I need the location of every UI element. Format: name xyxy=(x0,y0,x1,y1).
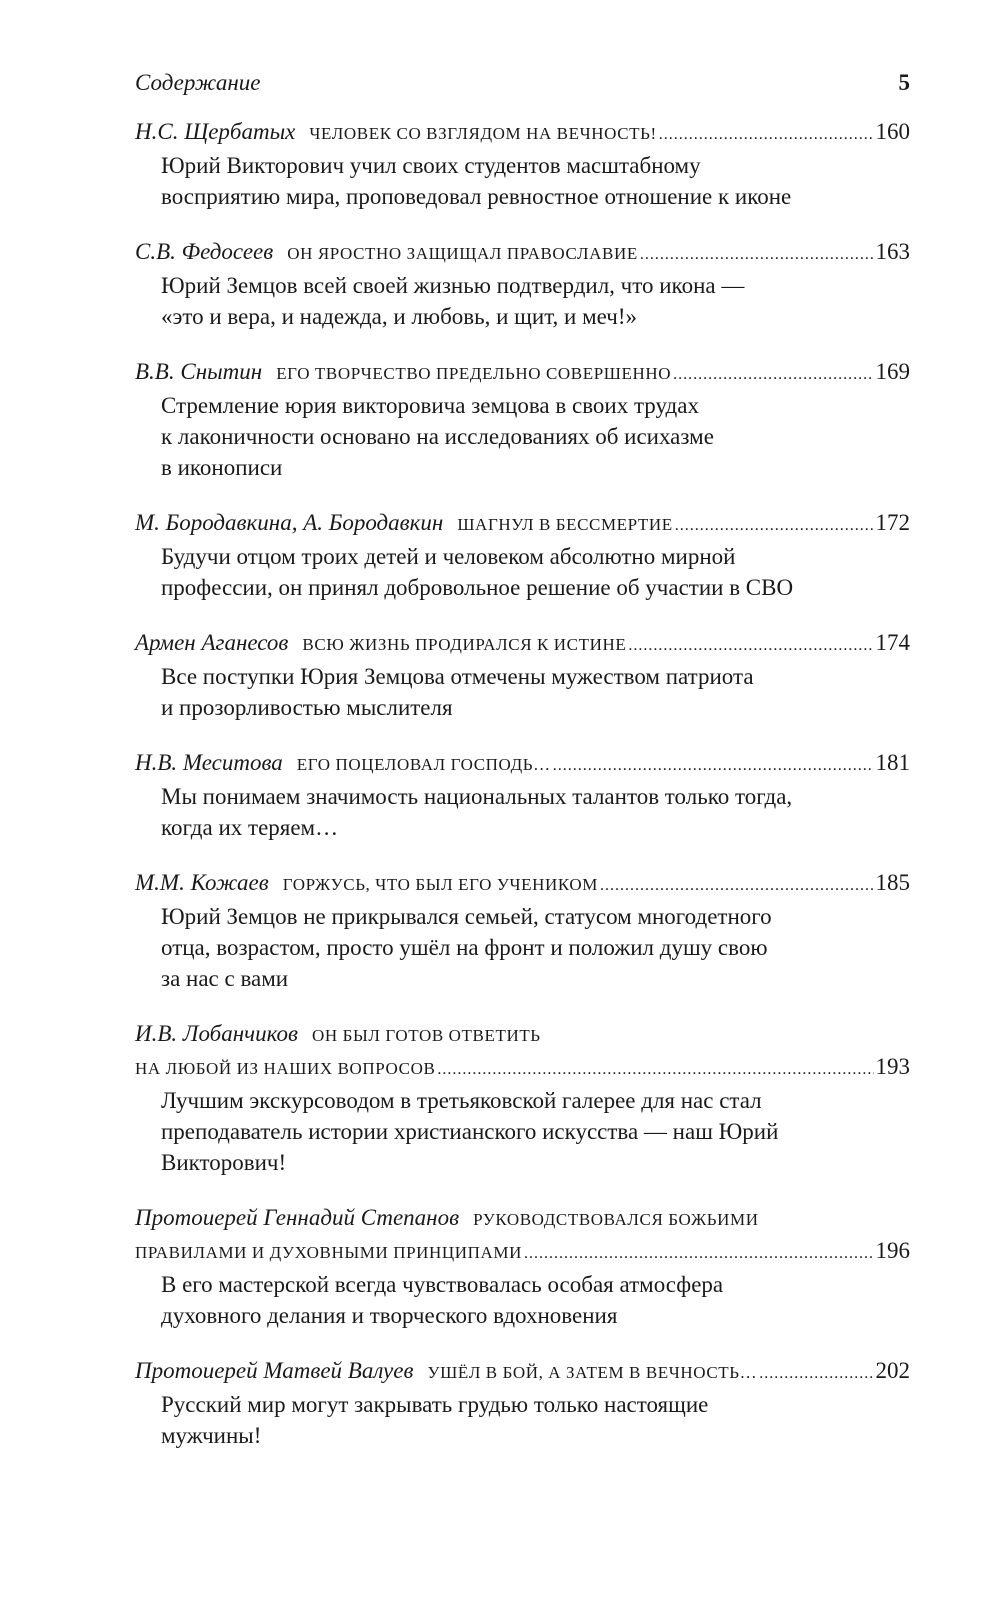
entry-title: УШЁЛ В БОЙ, А ЗАТЕМ В ВЕЧНОСТЬ… xyxy=(427,1363,758,1382)
entry-description-line: к лаконичности основано на исследованиях об исихазме xyxy=(161,424,714,449)
entry-author: Протоиерей Геннадий Степанов xyxy=(135,1205,460,1230)
toc-entry-heading-line xyxy=(135,236,910,270)
toc-entry-heading-line xyxy=(135,1018,910,1051)
toc-entry[interactable] xyxy=(135,507,910,603)
dot-leader xyxy=(659,119,874,150)
entry-author: Н.В. Меситова xyxy=(135,750,283,775)
entry-description-line: В его мастерской всегда чувствовалась особая атмосфера xyxy=(161,1272,724,1297)
dot-leader xyxy=(600,870,873,901)
toc-entry-heading-line xyxy=(135,356,910,390)
entry-description-line: профессии, он принял добровольное решение об участии в СВО xyxy=(161,575,794,600)
entry-title: ОН БЫЛ ГОТОВ ОТВЕТИТЬ xyxy=(312,1026,541,1045)
toc-entry-heading-line xyxy=(135,627,910,661)
toc-entry[interactable] xyxy=(135,1018,910,1178)
toc-entry[interactable] xyxy=(135,356,910,483)
entry-description-line: Лучшим экскурсоводом в третьяковской галерее для нас стал xyxy=(161,1088,762,1113)
entry-title: ВСЮ ЖИЗНЬ ПРОДИРАЛСЯ К ИСТИНЕ xyxy=(302,635,627,654)
entry-title: НА ЛЮБОЙ ИЗ НАШИХ ВОПРОСОВ xyxy=(135,1059,436,1078)
entry-author: Протоиерей Матвей Валуев xyxy=(135,1358,414,1383)
entry-title: ШАГНУЛ В БЕССМЕРТИЕ xyxy=(457,515,673,534)
entry-description xyxy=(135,781,910,843)
entry-author: И.В. Лобанчиков xyxy=(135,1021,298,1046)
toc-entry[interactable] xyxy=(135,116,910,212)
entry-description xyxy=(135,1269,910,1331)
entry-page-number: 169 xyxy=(875,359,910,384)
entry-page-number: 172 xyxy=(875,510,910,535)
entry-description xyxy=(135,390,910,483)
entry-description-line: мужчины! xyxy=(161,1423,262,1448)
toc-entry[interactable] xyxy=(135,747,910,843)
entry-author: М. Бородавкина, А. Бородавкин xyxy=(135,510,444,535)
entry-author: В.В. Снытин xyxy=(135,359,263,384)
toc-entry-heading-line xyxy=(135,507,910,541)
entry-description-line: Все поступки Юрия Земцова отмечены мужеством патриота xyxy=(161,664,754,689)
entry-title: ЕГО ТВОРЧЕСТВО ПРЕДЕЛЬНО СОВЕРШЕННО xyxy=(276,364,672,383)
entry-author: Армен Аганесов xyxy=(135,630,289,655)
entry-page-number: 163 xyxy=(875,239,910,264)
dot-leader xyxy=(673,359,873,390)
entry-title: ПРАВИЛАМИ И ДУХОВНЫМИ ПРИНЦИПАМИ xyxy=(135,1243,523,1262)
entry-description-line: когда их теряем… xyxy=(161,815,339,840)
entry-description xyxy=(135,1085,910,1178)
entry-description-line: и прозорливостью мыслителя xyxy=(161,695,453,720)
entry-description-line: Русский мир могут закрывать грудью только настоящие xyxy=(161,1392,709,1417)
entry-page-number: 202 xyxy=(875,1358,910,1383)
dot-leader xyxy=(640,239,874,270)
entry-description-line: Мы понимаем значимость национальных талантов только тогда, xyxy=(161,784,793,809)
toc-entry-heading-line xyxy=(135,1051,910,1085)
entry-page-number: 185 xyxy=(875,870,910,895)
toc-entry-heading-line xyxy=(135,747,910,781)
page-number: 5 xyxy=(898,70,910,95)
toc-entry[interactable] xyxy=(135,1355,910,1451)
dot-leader xyxy=(524,1238,873,1269)
entry-description-line: духовного делания и творческого вдохновения xyxy=(161,1303,618,1328)
entry-title: ГОРЖУСЬ, ЧТО БЫЛ ЕГО УЧЕНИКОМ xyxy=(282,875,599,894)
entry-author: С.В. Федосеев xyxy=(135,239,274,264)
toc-entry[interactable] xyxy=(135,867,910,994)
toc-entry[interactable] xyxy=(135,627,910,723)
entry-page-number: 181 xyxy=(875,750,910,775)
entry-author: Н.С. Щербатых xyxy=(135,119,296,144)
dot-leader xyxy=(437,1054,873,1085)
dot-leader xyxy=(759,1358,873,1389)
toc-entry-heading-line xyxy=(135,1355,910,1389)
toc-entry[interactable] xyxy=(135,236,910,332)
entry-description-line: Стремление юрия викторовича земцова в своих трудах xyxy=(161,393,699,418)
entry-description xyxy=(135,1389,910,1451)
entry-description-line: за нас с вами xyxy=(161,966,289,991)
entry-title: РУКОВОДСТВОВАЛСЯ БОЖЬИМИ xyxy=(473,1210,759,1229)
running-head xyxy=(135,70,910,106)
toc-entry[interactable] xyxy=(135,1202,910,1331)
entry-description-line: Будучи отцом троих детей и человеком абсолютно мирной xyxy=(161,544,736,569)
toc-entry-heading-line xyxy=(135,1202,910,1235)
entry-description xyxy=(135,150,910,212)
entry-description-line: преподаватель истории христианского искусства — наш Юрий xyxy=(161,1119,779,1144)
entry-description xyxy=(135,541,910,603)
toc-entry-heading-line xyxy=(135,867,910,901)
entry-description-line: Юрий Земцов не прикрывался семьей, статусом многодетного xyxy=(161,904,772,929)
entry-author: М.М. Кожаев xyxy=(135,870,269,895)
entry-title: ОН ЯРОСТНО ЗАЩИЩАЛ ПРАВОСЛАВИЕ xyxy=(287,244,638,263)
entry-description-line: в иконописи xyxy=(161,455,283,480)
entry-title: ЕГО ПОЦЕЛОВАЛ ГОСПОДЬ… xyxy=(296,755,551,774)
entry-description-line: Юрий Викторович учил своих студентов масштабному xyxy=(161,153,701,178)
entry-description-line: восприятию мира, проповедовал ревностное отношение к иконе xyxy=(161,184,792,209)
running-title: Содержание xyxy=(135,70,261,95)
entry-page-number: 174 xyxy=(875,630,910,655)
toc-entry-heading-line xyxy=(135,116,910,150)
toc-entry-heading-line xyxy=(135,1235,910,1269)
entry-page-number: 160 xyxy=(875,119,910,144)
dot-leader xyxy=(553,750,874,781)
entry-description xyxy=(135,661,910,723)
entry-page-number: 196 xyxy=(875,1238,910,1263)
dot-leader xyxy=(675,510,874,541)
entry-description-line: отца, возрастом, просто ушёл на фронт и положил душу свою xyxy=(161,935,768,960)
entry-description-line: Викторович! xyxy=(161,1150,287,1175)
entry-title: ЧЕЛОВЕК СО ВЗГЛЯДОМ НА ВЕЧНОСТЬ! xyxy=(309,124,657,143)
entry-page-number: 193 xyxy=(875,1054,910,1079)
entry-description xyxy=(135,270,910,332)
entry-description-line: «это и вера, и надежда, и любовь, и щит, и меч!» xyxy=(161,304,638,329)
table-of-contents xyxy=(135,116,910,1475)
dot-leader xyxy=(628,630,873,661)
entry-description-line: Юрий Земцов всей своей жизнью подтвердил, что икона — xyxy=(161,273,745,298)
entry-description xyxy=(135,901,910,994)
